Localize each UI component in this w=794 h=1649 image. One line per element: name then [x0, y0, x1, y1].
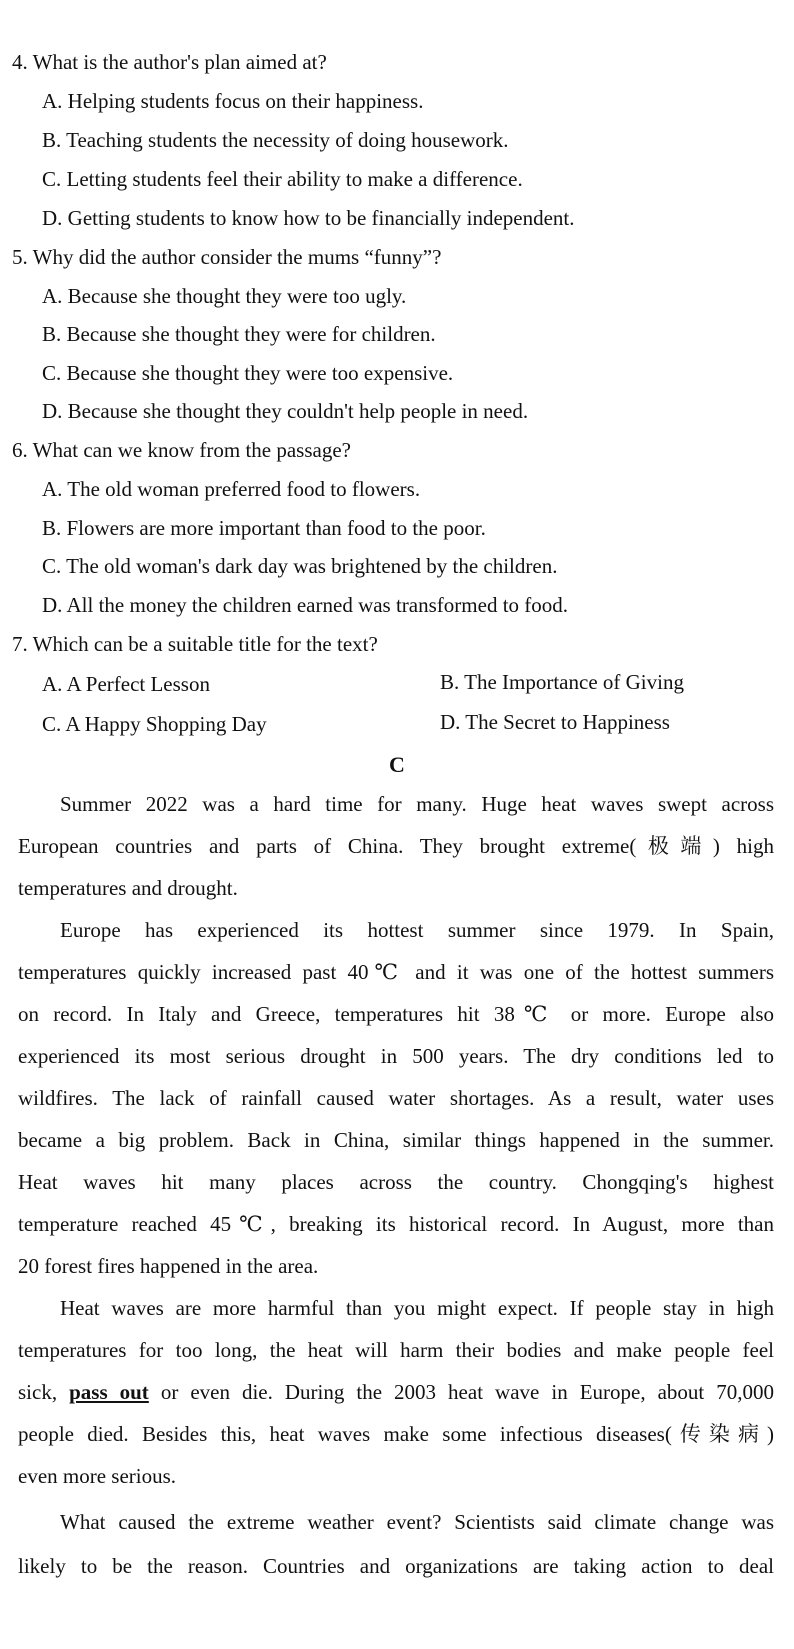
question-6-option-a: A. The old woman preferred food to flowers.: [42, 477, 421, 501]
passage-p3-line-3-pre: sick,: [18, 1380, 70, 1404]
passage-p1-line-3: temperatures and drought.: [18, 876, 238, 900]
passage-p2-line-9: 20 forest fires happened in the area.: [18, 1254, 319, 1278]
question-4-option-d: D. Getting students to know how to be financially independent.: [42, 206, 575, 230]
passage-p3-line-4: people died. Besides this, heat waves make some infectious diseases(传染病): [18, 1422, 774, 1446]
question-7-option-a: A. A Perfect Lesson: [42, 672, 210, 696]
question-5-stem: 5. Why did the author consider the mums “funny”?: [12, 245, 442, 269]
passage-p3-line-5: even more serious.: [18, 1464, 177, 1488]
passage-p3-line-3: [18, 1380, 774, 1405]
underlined-phrase: pass out: [69, 1380, 149, 1404]
question-7-option-c: C. A Happy Shopping Day: [42, 712, 267, 736]
passage-p2-line-1: Europe has experienced its hottest summer since 1979. In Spain,: [60, 918, 774, 942]
question-4-option-b: B. Teaching students the necessity of doing housework.: [42, 128, 509, 152]
passage-p2-line-3: on record. In Italy and Greece, temperatures hit 38℃ or more. Europe also: [18, 1002, 774, 1026]
question-4-stem: 4. What is the author's plan aimed at?: [12, 50, 327, 74]
question-5-option-a: A. Because she thought they were too ugly.: [42, 284, 407, 308]
passage-p2-line-4: experienced its most serious drought in 500 years. The dry conditions led to: [18, 1044, 774, 1068]
question-6-option-b: B. Flowers are more important than food to the poor.: [42, 516, 486, 540]
passage-p2-line-7: Heat waves hit many places across the country. Chongqing's highest: [18, 1170, 774, 1194]
passage-p1-line-1: Summer 2022 was a hard time for many. Huge heat waves swept across: [60, 792, 774, 816]
question-5-option-d: D. Because she thought they couldn't help people in need.: [42, 399, 529, 423]
passage-p2-line-6: became a big problem. Back in China, similar things happened in the summer.: [18, 1128, 774, 1152]
question-6-stem: 6. What can we know from the passage?: [12, 438, 351, 462]
question-4-option-a: A. Helping students focus on their happiness.: [42, 89, 424, 113]
question-7-stem: 7. Which can be a suitable title for the text?: [12, 632, 378, 656]
question-6-option-d: D. All the money the children earned was transformed to food.: [42, 593, 569, 617]
question-4-option-c: C. Letting students feel their ability to make a difference.: [42, 167, 523, 191]
passage-p1-line-2: European countries and parts of China. They brought extreme(极端) high: [18, 834, 774, 858]
passage-p3-line-1: Heat waves are more harmful than you might expect. If people stay in high: [60, 1296, 774, 1320]
question-6-option-c: C. The old woman's dark day was brightened by the children.: [42, 554, 558, 578]
question-5-option-c: C. Because she thought they were too expensive.: [42, 361, 454, 385]
section-heading: C: [389, 752, 405, 777]
question-5-option-b: B. Because she thought they were for children.: [42, 322, 436, 346]
passage-p2-line-5: wildfires. The lack of rainfall caused water shortages. As a result, water uses: [18, 1086, 774, 1110]
passage-p2-line-2: temperatures quickly increased past 40℃ and it was one of the hottest summers: [18, 960, 774, 984]
question-7-option-d: D. The Secret to Happiness: [440, 710, 670, 734]
passage-p4-line-1: What caused the extreme weather event? Scientists said climate change was: [60, 1510, 774, 1534]
passage-p2-line-8: temperature reached 45℃, breaking its historical record. In August, more than: [18, 1212, 774, 1236]
passage-p3-line-3-post: or even die. During the 2003 heat wave in Europe, about 70,000: [148, 1380, 775, 1404]
question-7-option-b: B. The Importance of Giving: [440, 670, 684, 694]
passage-p4-line-2: likely to be the reason. Countries and organizations are taking action to deal: [18, 1554, 774, 1578]
passage-p3-line-2: temperatures for too long, the heat will harm their bodies and make people feel: [18, 1338, 774, 1362]
